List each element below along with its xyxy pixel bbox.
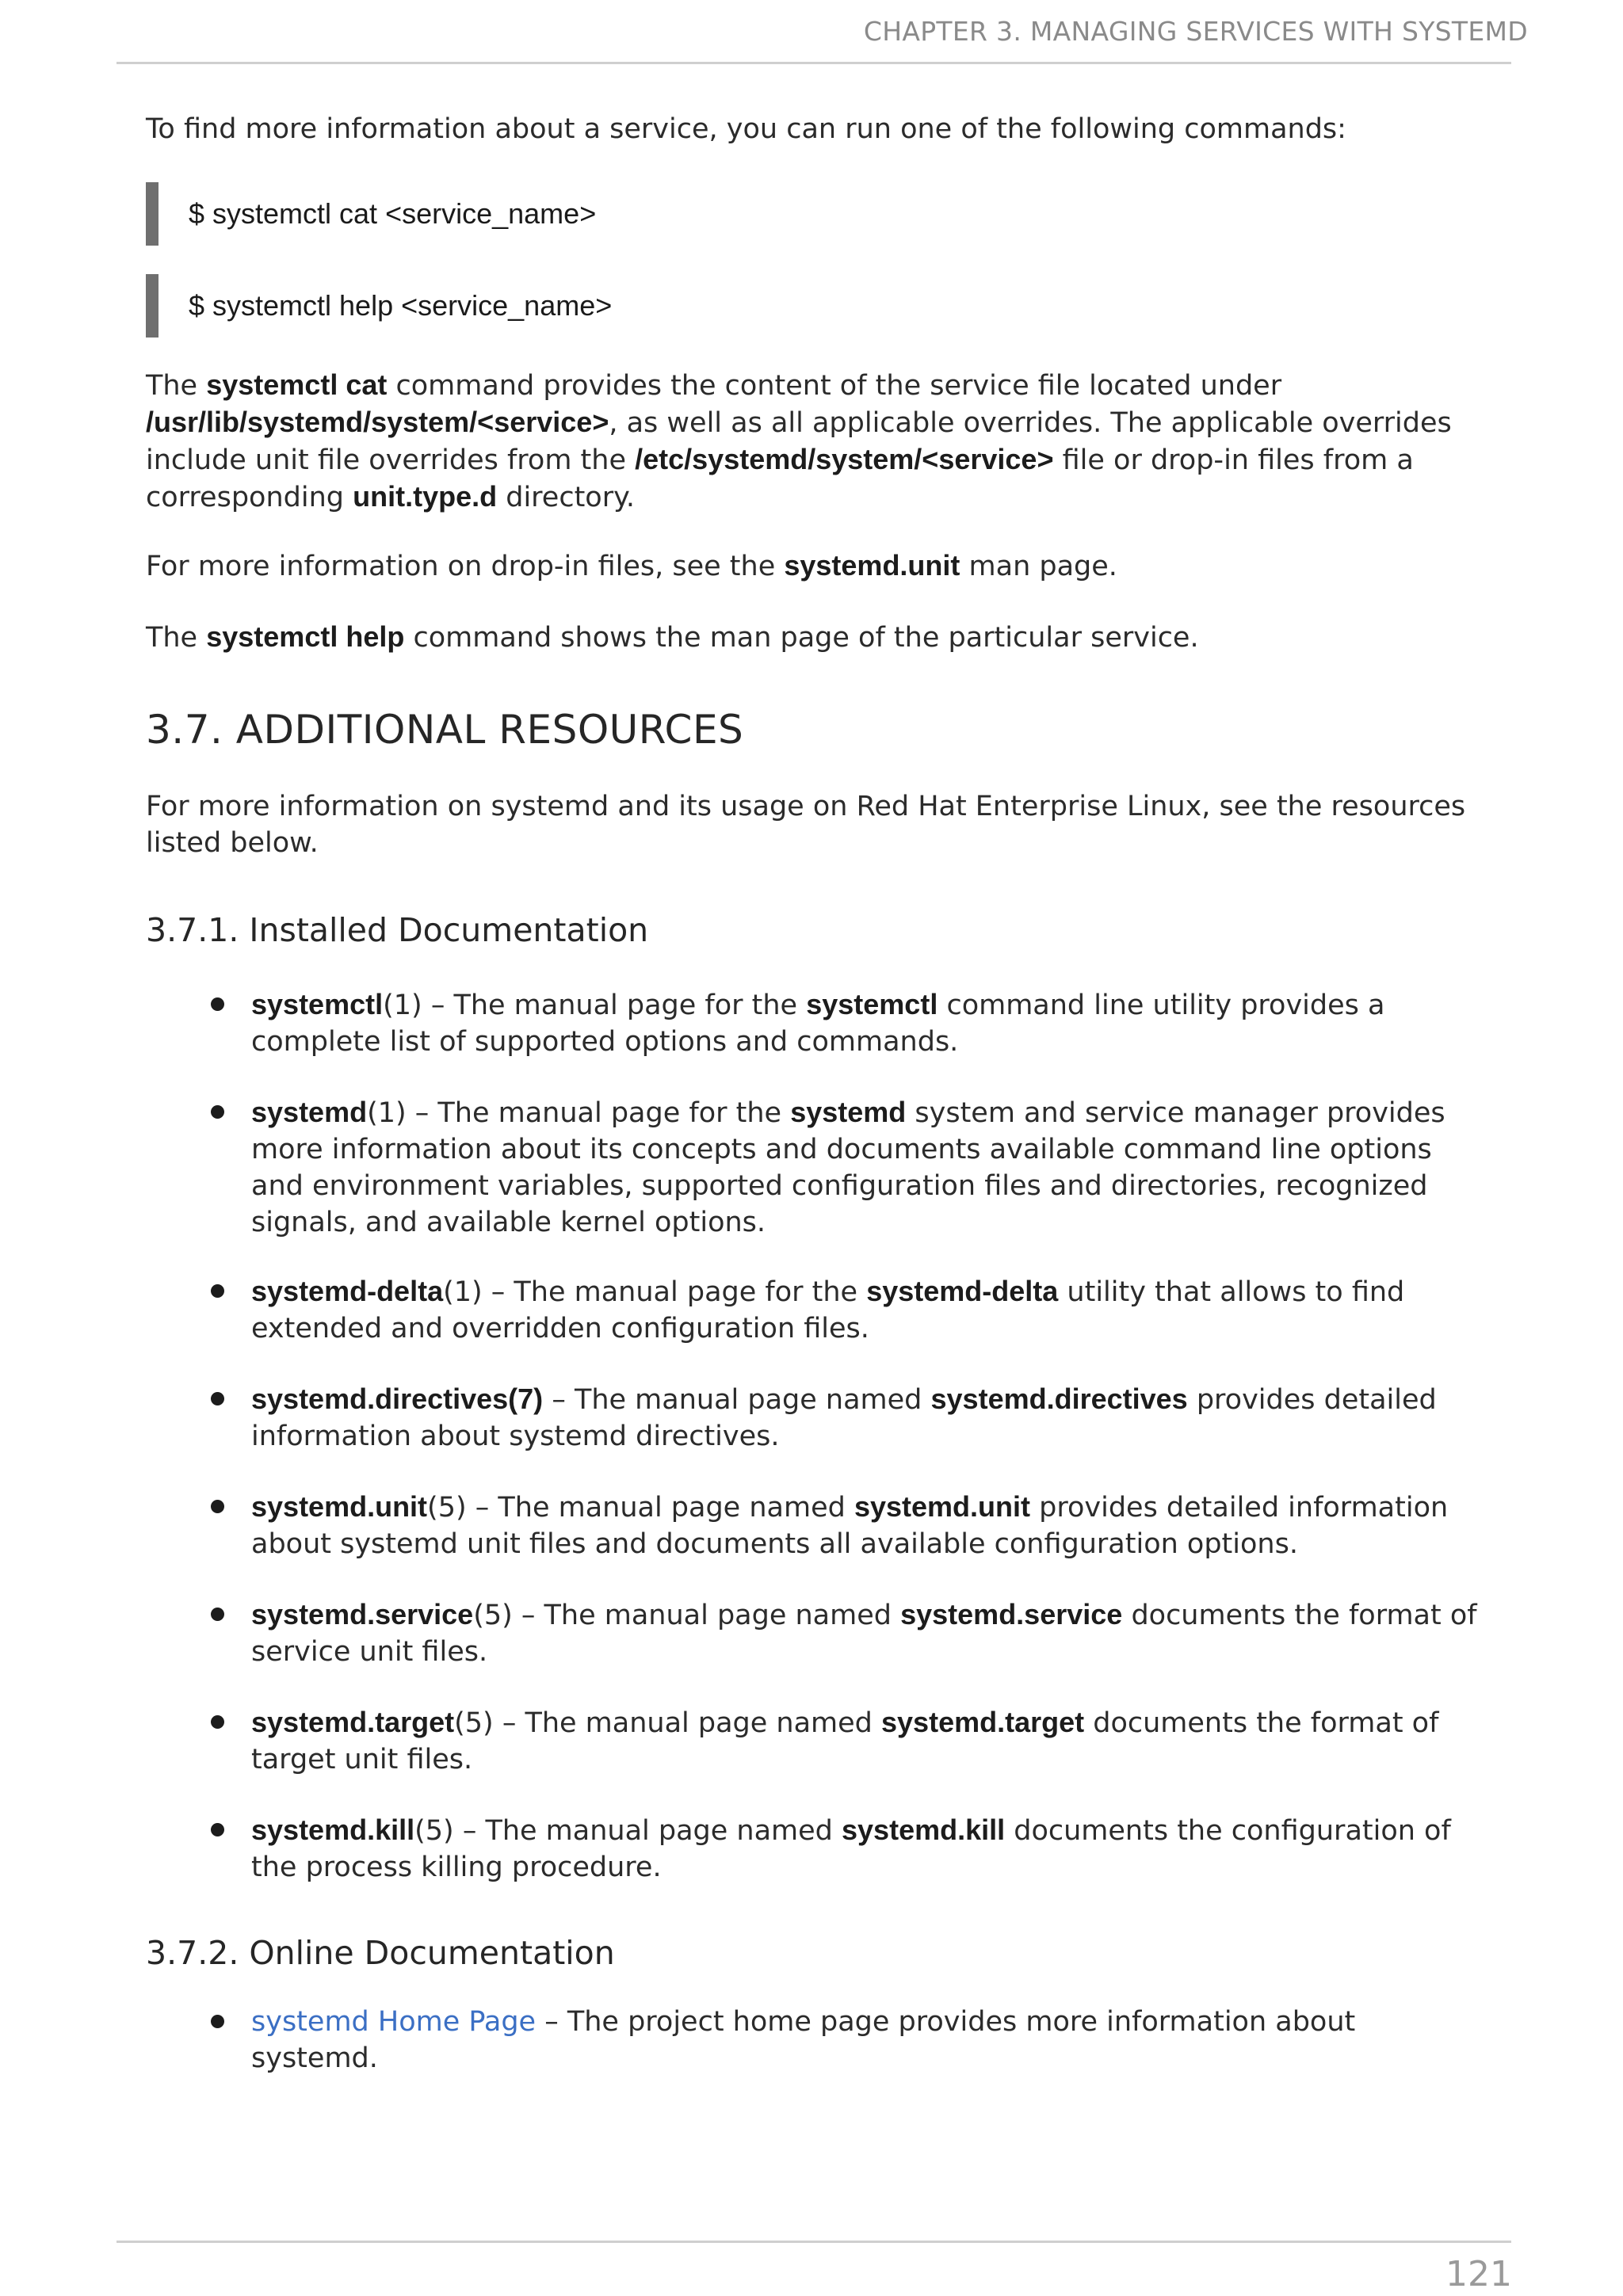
- cat-paragraph-text: file or drop-in files from a corresponding: [146, 444, 1414, 513]
- man-page-ref: systemd-delta: [866, 1275, 1059, 1307]
- man-page-name: systemd.service: [251, 1598, 474, 1630]
- man-page-ref: systemd.service: [900, 1598, 1123, 1630]
- man-page-name: systemd: [251, 1096, 368, 1128]
- entry-text: command line utility provides a complete list of supported options and commands.: [251, 990, 1385, 1058]
- unit-type-dir: unit.type.d: [353, 480, 498, 513]
- man-page-name: systemd-delta: [251, 1275, 444, 1307]
- entry-text: – The manual page for the: [422, 990, 807, 1021]
- cat-paragraph-text: , as well as all applicable overrides. The applicable overrides include unit file overrides from the: [146, 407, 1452, 476]
- man-page-ref: systemd.unit: [854, 1490, 1030, 1523]
- man-page-ref: systemd.directives: [930, 1383, 1188, 1415]
- man-page-name: systemd.kill: [251, 1814, 415, 1846]
- cat-paragraph: [146, 367, 1485, 516]
- bullet-icon: [211, 1823, 224, 1836]
- entry-text: – The manual page for the: [406, 1097, 791, 1129]
- man-section: (5): [414, 1815, 454, 1847]
- entry-text: – The manual page named: [493, 1707, 882, 1739]
- header-rule: [116, 62, 1511, 64]
- man-page-entry: [251, 1812, 1485, 1886]
- man-page-ref: systemd.kill: [842, 1814, 1006, 1846]
- entry-text: system and service manager provides more information about its concepts and documents available command line options and environment variables, supported configuration files and directories, recognized signals, and available kernel options.: [251, 1097, 1445, 1238]
- man-page-entry: [251, 1704, 1485, 1778]
- bullet-icon: [211, 1105, 224, 1119]
- entry-text: – The manual page named: [543, 1384, 931, 1416]
- bullet-icon: [211, 1392, 224, 1405]
- section-intro: For more information on systemd and its usage on Red Hat Enterprise Linux, see the resources listed below.: [146, 791, 1466, 859]
- man-page-ref: systemd.target: [881, 1706, 1085, 1738]
- bullet-icon: [211, 1500, 224, 1513]
- help-text: The: [146, 622, 207, 654]
- man-section: (1): [383, 990, 422, 1021]
- entry-text: – The manual page named: [466, 1492, 854, 1524]
- online-docs-title: 3.7.2. Online Documentation: [146, 1934, 615, 1972]
- online-doc-entry: [251, 2004, 1485, 2077]
- man-page-name: systemd.directives(7): [251, 1383, 544, 1415]
- man-section: (5): [473, 1600, 513, 1631]
- cat-paragraph-text: directory.: [497, 482, 635, 513]
- entry-text: documents the format of service unit files.: [251, 1600, 1477, 1668]
- intro-paragraph: To find more information about a service, you can run one of the following commands:: [146, 113, 1346, 145]
- online-doc-desc: – The project home page provides more information about systemd.: [251, 2006, 1356, 2074]
- man-section: (5): [427, 1492, 467, 1524]
- man-section: (5): [454, 1707, 494, 1739]
- page-number: 121: [1445, 2254, 1512, 2294]
- man-section: (1): [443, 1276, 483, 1308]
- bullet-icon: [211, 1608, 224, 1621]
- man-page-ref: systemctl: [806, 988, 938, 1020]
- footer-rule: [116, 2241, 1511, 2243]
- man-page-entry: [251, 1596, 1485, 1670]
- bullet-icon: [211, 1284, 224, 1298]
- systemd-unit-ref: systemd.unit: [784, 549, 960, 582]
- man-page-entry: [251, 986, 1485, 1060]
- man-page-name: systemd.unit: [251, 1490, 428, 1523]
- entry-text: – The manual page named: [512, 1600, 901, 1631]
- man-page-ref: systemd: [790, 1096, 907, 1128]
- service-path-lib: /usr/lib/systemd/system/<service>: [146, 406, 609, 438]
- bullet-icon: [211, 2015, 224, 2028]
- man-section: (1): [367, 1097, 407, 1129]
- cat-paragraph-text: command provides the content of the service file located under: [387, 370, 1282, 402]
- systemd-home-page-link[interactable]: systemd Home Page: [251, 2006, 537, 2038]
- man-page-name: systemctl: [251, 988, 384, 1020]
- man-page-name: systemd.target: [251, 1706, 455, 1738]
- cat-paragraph-text: The: [146, 370, 207, 402]
- man-page-entry: [251, 1381, 1485, 1455]
- entry-text: provides detailed information about systemd unit files and documents all available configuration options.: [251, 1492, 1449, 1560]
- service-path-etc: /etc/systemd/system/<service>: [635, 443, 1054, 475]
- man-page-entry: [251, 1094, 1485, 1241]
- help-command: systemctl help: [206, 620, 405, 653]
- bullet-icon: [211, 1715, 224, 1729]
- man-page-entry: [251, 1273, 1485, 1347]
- dropin-paragraph: [146, 547, 1485, 585]
- man-page-entry: [251, 1489, 1485, 1562]
- code-block-help: $ systemctl help <service_name>: [146, 274, 1414, 338]
- entry-text: documents the format of target unit files.: [251, 1707, 1439, 1775]
- bullet-icon: [211, 997, 224, 1011]
- entry-text: provides detailed information about systemd directives.: [251, 1384, 1437, 1452]
- running-header: CHAPTER 3. MANAGING SERVICES WITH SYSTEMD: [863, 16, 1528, 47]
- entry-text: documents the configuration of the process killing procedure.: [251, 1815, 1451, 1883]
- dropin-text: man page.: [960, 551, 1117, 582]
- help-text: command shows the man page of the particular service.: [404, 622, 1199, 654]
- installed-docs-title: 3.7.1. Installed Documentation: [146, 911, 649, 949]
- entry-text: – The manual page named: [453, 1815, 842, 1847]
- code-block-cat: $ systemctl cat <service_name>: [146, 182, 1414, 246]
- entry-text: utility that allows to find extended and overridden configuration files.: [251, 1276, 1405, 1344]
- cat-command: systemctl cat: [206, 368, 388, 401]
- section-title: 3.7. ADDITIONAL RESOURCES: [146, 707, 744, 753]
- entry-text: – The manual page for the: [482, 1276, 867, 1308]
- help-paragraph: [146, 619, 1485, 656]
- dropin-text: For more information on drop-in files, see the: [146, 551, 785, 582]
